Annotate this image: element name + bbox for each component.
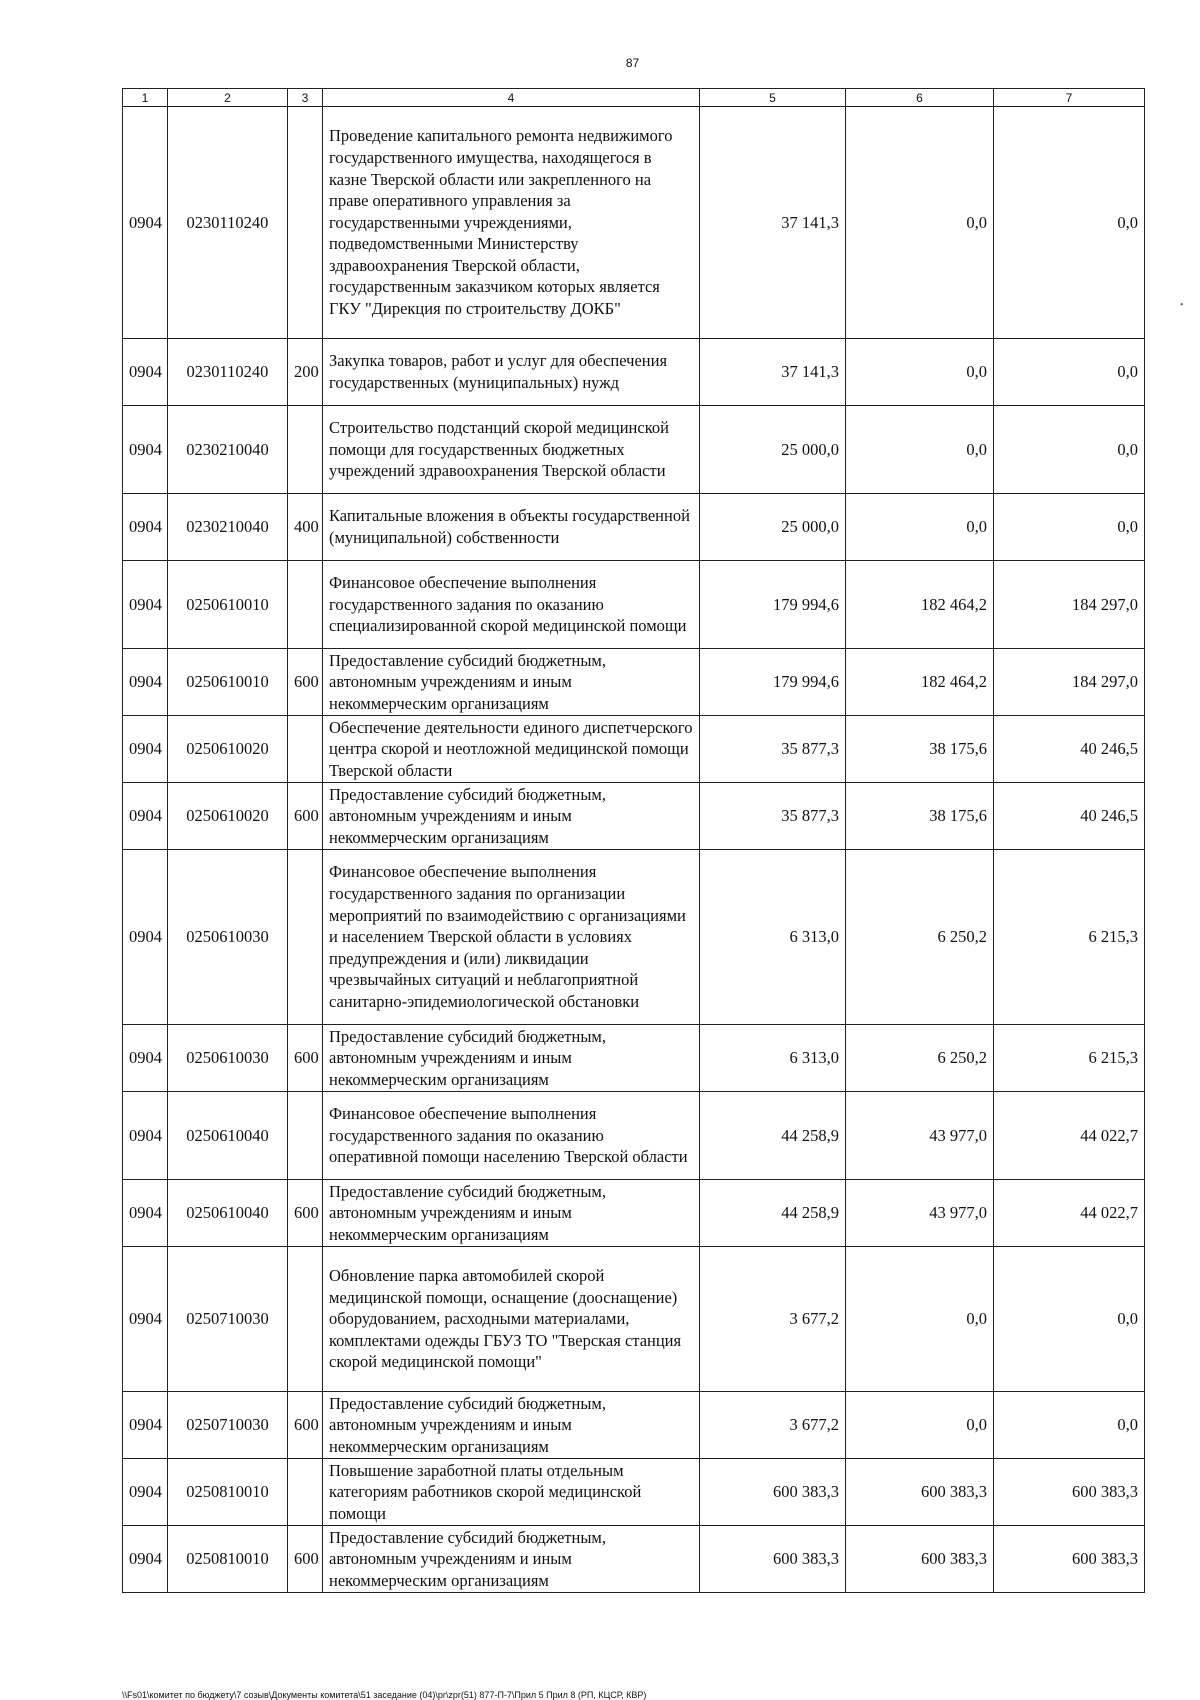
value-col5-cell: 44 258,9 [700,1180,846,1247]
value-col5-cell: 6 313,0 [700,850,846,1025]
section-cell: 0904 [123,1526,168,1593]
column-header: 7 [994,89,1145,107]
target-code-cell: 0250610030 [168,1025,288,1092]
target-code-cell: 0250610040 [168,1180,288,1247]
value-col6-cell: 6 250,2 [846,1025,994,1092]
description-cell: Финансовое обеспечение выполнения государственного задания по организации мероприятий по взаимодействию с организациями и населением Тверской области в условиях предупреждения и (или) ликвидации чрезвычайных ситуаций и неблагоприятной санитарно-эпидемиологической обстановки [323,850,700,1025]
value-col5-cell: 600 383,3 [700,1526,846,1593]
expense-type-cell [288,850,323,1025]
value-col6-cell: 0,0 [846,1247,994,1392]
table-row [123,1459,1145,1526]
description-cell: Предоставление субсидий бюджетным, автономным учреждениям и иным некоммерческим организациям [323,1526,700,1593]
value-col6-cell: 600 383,3 [846,1526,994,1593]
table-row [123,649,1145,716]
value-col6-cell: 182 464,2 [846,561,994,649]
value-col6-cell: 0,0 [846,494,994,561]
value-col6-cell: 0,0 [846,339,994,406]
column-header: 3 [288,89,323,107]
target-code-cell: 0250810010 [168,1526,288,1593]
table-row [123,783,1145,850]
target-code-cell: 0230210040 [168,406,288,494]
value-col7-cell: 600 383,3 [994,1459,1145,1526]
section-cell: 0904 [123,107,168,339]
description-cell: Капитальные вложения в объекты государственной (муниципальной) собственности [323,494,700,561]
expense-type-cell: 600 [288,1392,323,1459]
table-row [123,107,1145,339]
value-col7-cell: 0,0 [994,1247,1145,1392]
expense-type-cell [288,716,323,783]
expense-type-cell: 600 [288,649,323,716]
table-row [123,1526,1145,1593]
description-cell: Финансовое обеспечение выполнения государственного задания по оказанию специализированной скорой медицинской помощи [323,561,700,649]
value-col6-cell: 43 977,0 [846,1092,994,1180]
value-col5-cell: 179 994,6 [700,649,846,716]
expense-type-cell: 200 [288,339,323,406]
column-header: 5 [700,89,846,107]
expense-type-cell [288,1247,323,1392]
value-col5-cell: 37 141,3 [700,339,846,406]
description-cell: Предоставление субсидий бюджетным, автономным учреждениям и иным некоммерческим организациям [323,783,700,850]
section-cell: 0904 [123,716,168,783]
table-row [123,339,1145,406]
value-col7-cell: 40 246,5 [994,716,1145,783]
expense-type-cell [288,406,323,494]
target-code-cell: 0250610010 [168,649,288,716]
value-col5-cell: 6 313,0 [700,1025,846,1092]
value-col6-cell: 43 977,0 [846,1180,994,1247]
section-cell: 0904 [123,494,168,561]
description-cell: Закупка товаров, работ и услуг для обеспечения государственных (муниципальных) нужд [323,339,700,406]
description-cell: Строительство подстанций скорой медицинской помощи для государственных бюджетных учреждений здравоохранения Тверской области [323,406,700,494]
column-header: 6 [846,89,994,107]
value-col5-cell: 35 877,3 [700,783,846,850]
section-cell: 0904 [123,1392,168,1459]
target-code-cell: 0250710030 [168,1247,288,1392]
target-code-cell: 0230210040 [168,494,288,561]
value-col5-cell: 600 383,3 [700,1459,846,1526]
value-col5-cell: 179 994,6 [700,561,846,649]
section-cell: 0904 [123,1180,168,1247]
value-col6-cell: 0,0 [846,107,994,339]
value-col5-cell: 35 877,3 [700,716,846,783]
target-code-cell: 0250610020 [168,783,288,850]
section-cell: 0904 [123,1092,168,1180]
value-col6-cell: 0,0 [846,1392,994,1459]
expense-type-cell [288,107,323,339]
value-col7-cell: 600 383,3 [994,1526,1145,1593]
table-row [123,406,1145,494]
column-number-row [123,89,1145,107]
section-cell: 0904 [123,783,168,850]
value-col7-cell: 0,0 [994,339,1145,406]
value-col6-cell: 38 175,6 [846,783,994,850]
description-cell: Финансовое обеспечение выполнения государственного задания по оказанию оперативной помощи населению Тверской области [323,1092,700,1180]
section-cell: 0904 [123,406,168,494]
value-col7-cell: 44 022,7 [994,1092,1145,1180]
target-code-cell: 0230110240 [168,107,288,339]
section-cell: 0904 [123,561,168,649]
value-col7-cell: 0,0 [994,494,1145,561]
description-cell: Предоставление субсидий бюджетным, автономным учреждениям и иным некоммерческим организациям [323,1025,700,1092]
target-code-cell: 0250610040 [168,1092,288,1180]
value-col7-cell: 0,0 [994,107,1145,339]
value-col7-cell: 184 297,0 [994,561,1145,649]
section-cell: 0904 [123,339,168,406]
target-code-cell: 0250710030 [168,1392,288,1459]
column-header: 4 [323,89,700,107]
expense-type-cell [288,1092,323,1180]
value-col5-cell: 25 000,0 [700,406,846,494]
table-row [123,1092,1145,1180]
description-cell: Предоставление субсидий бюджетным, автономным учреждениям и иным некоммерческим организациям [323,1180,700,1247]
scan-mark: • [1180,300,1184,311]
value-col7-cell: 0,0 [994,406,1145,494]
value-col5-cell: 44 258,9 [700,1092,846,1180]
value-col5-cell: 25 000,0 [700,494,846,561]
description-cell: Обеспечение деятельности единого диспетчерского центра скорой и неотложной медицинской помощи Тверской области [323,716,700,783]
value-col7-cell: 0,0 [994,1392,1145,1459]
description-cell: Обновление парка автомобилей скорой медицинской помощи, оснащение (дооснащение) оборудованием, расходными материалами, комплектами одежды ГБУЗ ТО "Тверская станция скорой медицинской помощи" [323,1247,700,1392]
table-row [123,716,1145,783]
table-row [123,561,1145,649]
expense-type-cell: 600 [288,1180,323,1247]
table-row [123,1025,1145,1092]
value-col5-cell: 3 677,2 [700,1392,846,1459]
expense-type-cell: 600 [288,1526,323,1593]
table-row [123,1180,1145,1247]
expense-type-cell [288,1459,323,1526]
section-cell: 0904 [123,1025,168,1092]
section-cell: 0904 [123,850,168,1025]
expense-type-cell: 400 [288,494,323,561]
description-cell: Проведение капитального ремонта недвижимого государственного имущества, находящегося в казне Тверской области или закрепленного на праве оперативного управления за государственными учреждениями, подведомственными Министерству здравоохранения Тверской области, государственным заказчиком которых является ГКУ "Дирекция по строительству ДОКБ" [323,107,700,339]
table-row [123,494,1145,561]
value-col7-cell: 40 246,5 [994,783,1145,850]
value-col7-cell: 6 215,3 [994,1025,1145,1092]
section-cell: 0904 [123,1459,168,1526]
table-row [123,1392,1145,1459]
description-cell: Предоставление субсидий бюджетным, автономным учреждениям и иным некоммерческим организациям [323,1392,700,1459]
expense-type-cell: 600 [288,1025,323,1092]
value-col6-cell: 0,0 [846,406,994,494]
value-col7-cell: 184 297,0 [994,649,1145,716]
expense-type-cell: 600 [288,783,323,850]
target-code-cell: 0230110240 [168,339,288,406]
table-row [123,1247,1145,1392]
target-code-cell: 0250610030 [168,850,288,1025]
value-col5-cell: 37 141,3 [700,107,846,339]
value-col6-cell: 38 175,6 [846,716,994,783]
table-row [123,850,1145,1025]
value-col6-cell: 6 250,2 [846,850,994,1025]
file-path-footer: \\Fs01\комитет по бюджету\7 созыв\Документы комитета\51 заседание (04)\pr\zpr(51) 877-П-7\Прил 5 Прил 8 (РП, КЦСР, КВР) [122,1690,647,1700]
target-code-cell: 0250610010 [168,561,288,649]
column-header: 2 [168,89,288,107]
description-cell: Повышение заработной платы отдельным категориям работников скорой медицинской помощи [323,1459,700,1526]
section-cell: 0904 [123,1247,168,1392]
column-header: 1 [123,89,168,107]
value-col6-cell: 182 464,2 [846,649,994,716]
value-col6-cell: 600 383,3 [846,1459,994,1526]
expense-type-cell [288,561,323,649]
budget-table [122,88,1145,1593]
value-col7-cell: 6 215,3 [994,850,1145,1025]
value-col5-cell: 3 677,2 [700,1247,846,1392]
value-col7-cell: 44 022,7 [994,1180,1145,1247]
target-code-cell: 0250810010 [168,1459,288,1526]
description-cell: Предоставление субсидий бюджетным, автономным учреждениям и иным некоммерческим организациям [323,649,700,716]
target-code-cell: 0250610020 [168,716,288,783]
section-cell: 0904 [123,649,168,716]
page-number: 87 [625,56,640,70]
